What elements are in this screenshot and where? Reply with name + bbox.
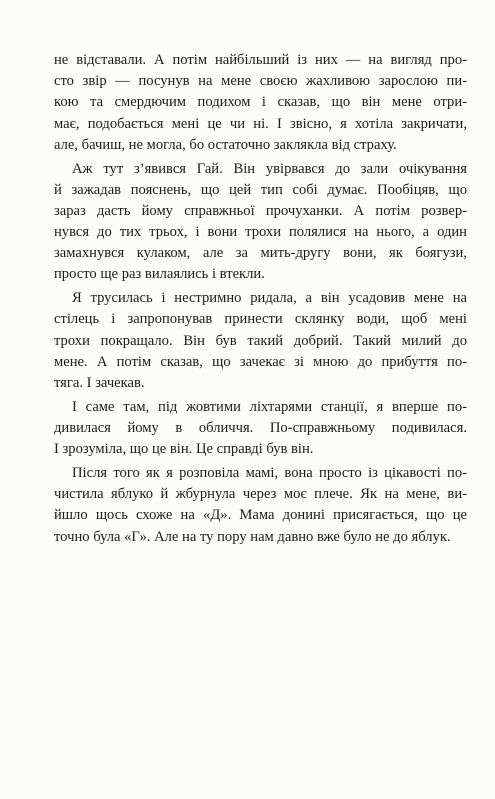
text-line: І саме там, під жовтими ліхтарями станції, я вперше по-	[72, 398, 467, 415]
text-line: Після того як я розповіла мамі, вона просто із цікавості по-	[72, 464, 467, 481]
text-line: йшло щось схоже на «Д». Мама донині присягається, що це	[54, 507, 467, 524]
text-line: але, бачиш, не могла, бо остаточно заклякла від страху.	[54, 136, 397, 153]
paragraph-4	[54, 397, 467, 461]
page-text	[54, 50, 467, 550]
text-line: стілець і запропонував принести склянку води, щоб мені	[54, 311, 467, 328]
text-line: дивилася йому в обличчя. По-справжньому подивилася.	[54, 419, 467, 436]
text-line: й зажадав пояснень, що цей тип собі думає. Пообіцяв, що	[54, 181, 467, 198]
text-line: нувся до тих трьох, і вони трохи полялися на нього, а один	[54, 224, 467, 241]
text-line: точно була «Г». Але на ту пору нам давно вже було не до яблук.	[54, 528, 451, 545]
paragraph-1	[54, 50, 467, 156]
text-line: не відставали. А потім найбільший із них — на вигляд про-	[54, 52, 467, 68]
text-line: замахнувся кулаком, але за мить-другу вони, як боягузи,	[54, 245, 467, 262]
text-line: чистила яблуко й жбурнула через моє плече. Як на мене, ви-	[54, 486, 467, 503]
text-line: тяга. І зачекав.	[54, 375, 145, 391]
text-line: просто ще раз вилаялись і втекли.	[54, 266, 265, 283]
paragraph-3	[54, 288, 467, 394]
paragraph-5	[54, 463, 467, 548]
text-line: має, подобається мені це чи ні. І звісно, я хотіла закричати,	[54, 115, 467, 132]
text-line: Аж тут з’явився Гай. Він увірвався до зали очікування	[72, 160, 467, 177]
text-line: зараз дасть йому справжньої прочуханки. А потім розвер-	[54, 202, 467, 219]
text-line: трохи покращало. Він був такий добрий. Такий милий до	[54, 332, 467, 349]
text-line: кою та смердючим подихом і сказав, що він мене отри-	[54, 94, 467, 111]
text-line: мене. А потім сказав, що зачекає зі мною до прибуття по-	[54, 353, 467, 370]
text-line: сто звір — посунув на мене своєю жахливою зарослою пи-	[54, 73, 467, 90]
paragraph-2	[54, 159, 467, 286]
text-line: Я трусилась і нестримно ридала, а він усадовив мене на	[72, 290, 467, 307]
text-line: І зрозуміла, що це він. Це справді був він.	[54, 441, 314, 458]
